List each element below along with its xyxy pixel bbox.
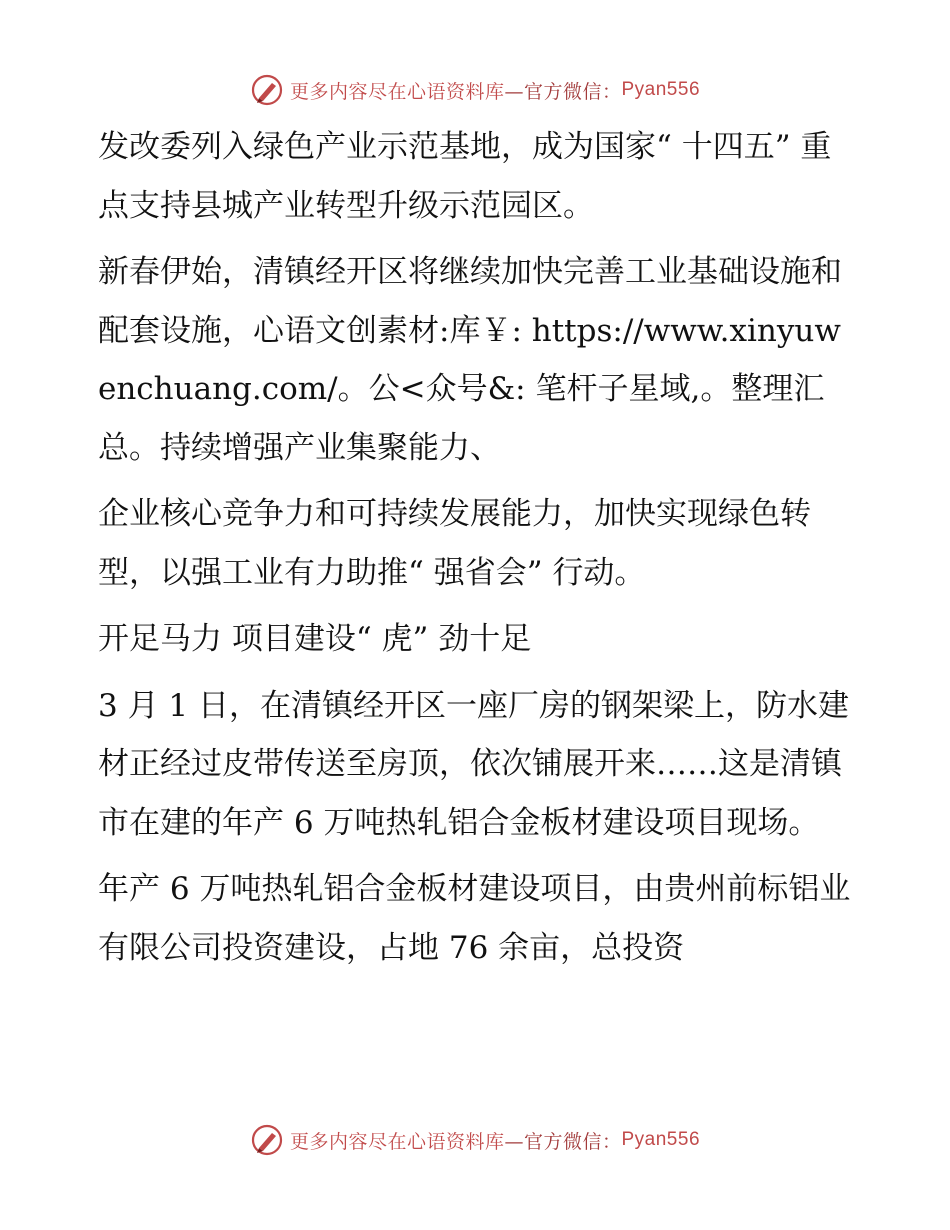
paragraph: 3 月 1 日，在清镇经开区一座厂房的钢架梁上，防水建材正经过皮带传送至房顶，依次铺展开来……这是清镇市在建的年产 6 万吨热轧铝合金板材建设项目现场。: [98, 687, 850, 841]
paragraph: 发改委列入绿色产业示范基地，成为国家“ 十四五” 重点支持县城产业转型升级示范园区。: [98, 129, 832, 224]
watermark-wechat-id: Pyan556: [621, 79, 701, 100]
section-heading: 开足马力 项目建设“ 虎” 劲十足: [98, 621, 532, 657]
watermark-text: 更多内容尽在心语资料库: [289, 1130, 505, 1153]
pen-logo-icon: [250, 1123, 284, 1157]
watermark-text: 更多内容尽在心语资料库: [289, 80, 505, 103]
watermark-official-label: —官方微信：: [504, 80, 622, 103]
watermark-wechat-id: Pyan556: [621, 1129, 701, 1150]
pen-logo-icon: [250, 73, 284, 107]
article-body: [98, 118, 858, 977]
paragraph: 年产 6 万吨热轧铝合金板材建设项目，由贵州前标铝业有限公司投资建设，占地 76 余亩，总投资: [98, 871, 851, 966]
watermark-official-label: —官方微信：: [504, 1130, 622, 1153]
paragraph: 企业核心竞争力和可持续发展能力，加快实现绿色转型，以强工业有力助推“ 强省会” 行动。: [98, 496, 811, 591]
paragraph: 新春伊始，清镇经开区将继续加快完善工业基础设施和配套设施，心语文创素材:库￥: https://www.xinyuwenchuang.com/。公<众号&: 笔杆子星域,。整理汇总。持续增强产业集聚能力、: [98, 254, 842, 466]
footer-watermark: [0, 1120, 950, 1160]
header-watermark: [0, 70, 950, 110]
